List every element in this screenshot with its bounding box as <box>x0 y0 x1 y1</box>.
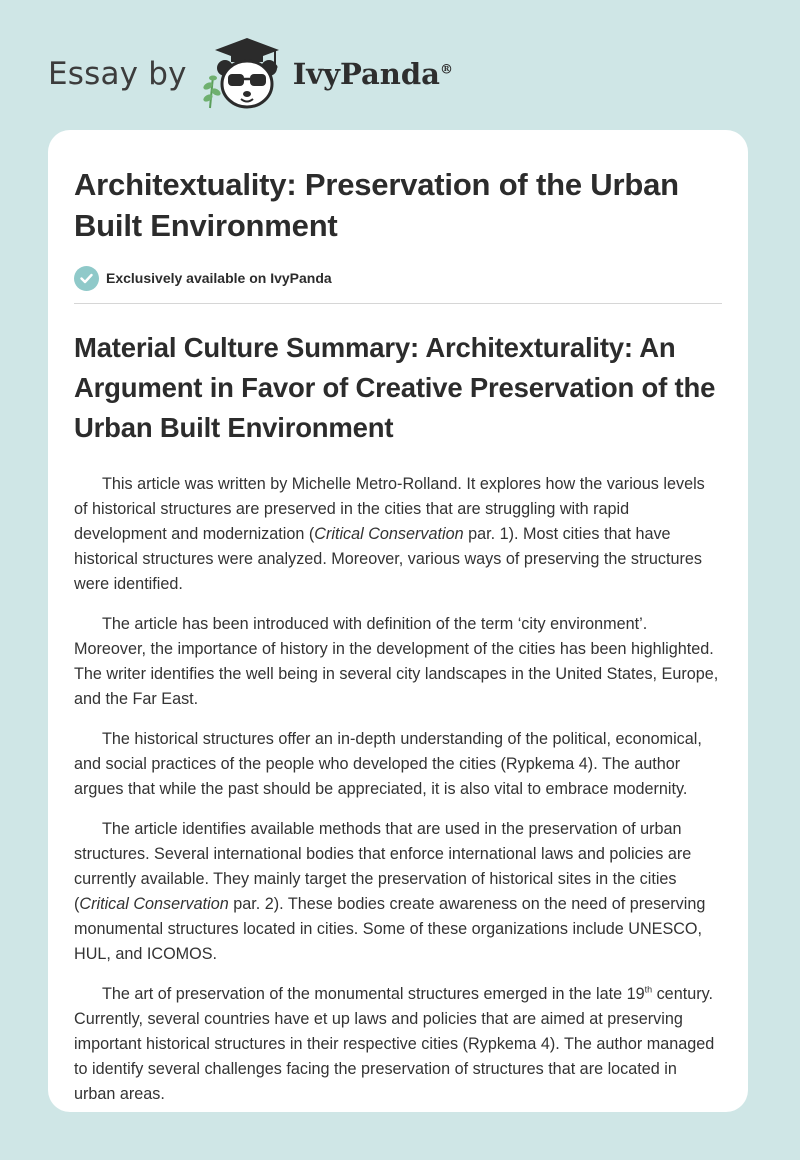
article-card <box>48 130 748 1112</box>
article-body <box>74 472 722 1107</box>
divider <box>74 303 722 304</box>
check-icon <box>74 266 99 291</box>
paragraph: The art of preservation of the monumental structures emerged in the late 19th century. Currently, several countries have et up laws and policies that are aimed at preserving important historical structures in their respective cities (Rypkema 4). The author managed to identify several challenges facing the preservation of structures that are located in urban areas. <box>74 984 715 1103</box>
article-subtitle: Material Culture Summary: Architexturality: An Argument in Favor of Creative Preservation of the Urban Built Environment <box>74 332 716 443</box>
paragraph: The article identifies available methods that are used in the preservation of urban structures. Several international bodies that enforce international laws and policies are currently available. They mainly target the preservation of historical sites in the cities (Critical Conservation par. 2). These bodies create awareness on the need of preserving monumental structures located in cities. Some of these organizations include UNESCO, HUL, and ICOMOS. <box>74 820 706 963</box>
paragraph: The historical structures offer an in-depth understanding of the political, economical, and social practices of the people who developed the cities (Rypkema 4). The author argues that while the past should be appreciated, it is also vital to embrace modernity. <box>74 730 702 798</box>
registered-mark: ® <box>439 62 453 78</box>
essay-by-label: Essay by <box>48 56 187 92</box>
page-title: Architextuality: Preservation of the Urban Built Environment <box>74 167 679 243</box>
paragraph: The article has been introduced with definition of the term ‘city environment’. Moreover, the importance of history in the development of the cities has been highlighted. The writer identifies the well being in several city landscapes in the United States, Europe, and the Far East. <box>74 615 719 708</box>
panda-logo-icon[interactable] <box>201 36 285 112</box>
exclusive-badge <box>74 265 722 291</box>
exclusive-label: Exclusively available on IvyPanda <box>106 270 332 286</box>
brand-name[interactable]: IvyPanda® <box>292 57 453 91</box>
paragraph: This article was written by Michelle Metro-Rolland. It explores how the various levels of historical structures are preserved in the cities that are struggling with rapid development and modernization (Critical Conservation par. 1). Most cities that have historical structures were analyzed. Moreover, various ways of preserving the structures were identified. <box>74 475 705 593</box>
site-header <box>48 34 453 114</box>
